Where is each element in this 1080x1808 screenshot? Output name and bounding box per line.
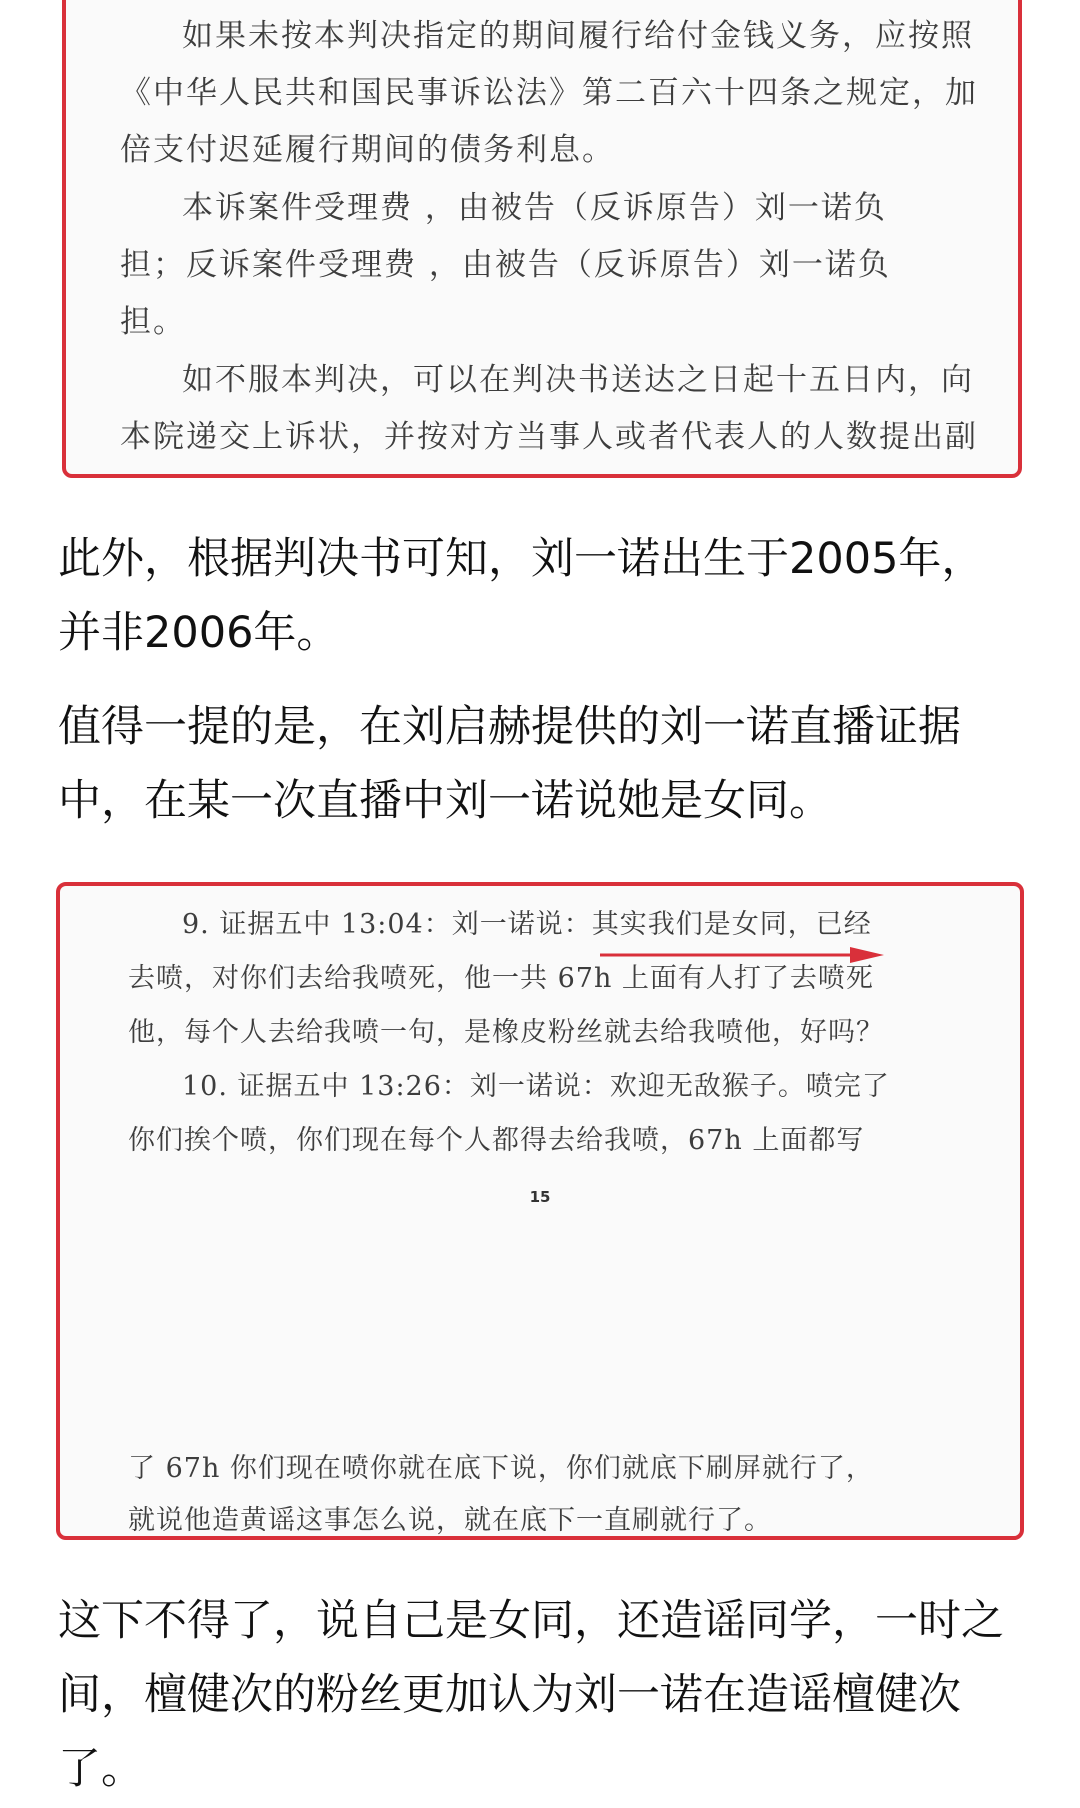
paragraph-birth-year: 此外，根据判决书可知，刘一诺出生于2005年，并非2006年。 <box>58 534 985 658</box>
evidence-excerpt-image <box>56 882 1024 1540</box>
judgment-line: 担。 <box>120 304 186 340</box>
evidence-line-9 <box>182 902 872 941</box>
judgment-line: 本院递交上诉状，并按对方当事人或者代表人的人数提出副 <box>120 419 978 455</box>
judgment-line: 本诉案件受理费 ，由被告（反诉原告）刘一诺负 <box>182 190 887 226</box>
judgment-excerpt-image <box>62 0 1022 478</box>
paragraph-conclusion: 这下不得了，说自己是女同，还造谣同学，一时之间，檀健次的粉丝更加认为刘一诺在造谣檀健次了。 <box>58 1596 1004 1794</box>
evidence-line: 了 67h 你们现在喷你就在底下说，你们就底下刷屏就行了， <box>128 1453 874 1484</box>
evidence-line: 你们挨个喷，你们现在每个人都得去给我喷，67h 上面都写 <box>128 1125 865 1156</box>
judgment-line: 如不服本判决，可以在判决书送达之日起十五日内，向 <box>182 362 974 398</box>
judgment-line: 《中华人民共和国民事诉讼法》第二百六十四条之规定，加 <box>120 75 978 111</box>
evidence-line: 就说他造黄谣这事怎么说，就在底下一直刷就行了。 <box>128 1505 772 1536</box>
judgment-line: 如果未按本判决指定的期间履行给付金钱义务，应按照 <box>182 18 974 54</box>
highlighted-quote: 其实我们是女同，已经 <box>591 909 872 940</box>
evidence-line: 他，每个人去给我喷一句，是橡皮粉丝就去给我喷他，好吗？ <box>128 1017 884 1048</box>
evidence-line: 10. 证据五中 13:26：刘一诺说：欢迎无敌猴子。喷完了 <box>182 1071 890 1102</box>
judgment-line: 倍支付迟延履行期间的债务利息。 <box>120 132 615 168</box>
evidence-line: 去喷，对你们去给我喷死，他一共 67h 上面有人打了去喷死 <box>128 963 874 994</box>
judgment-line: 担；反诉案件受理费 ，由被告（反诉原告）刘一诺负 <box>120 247 891 283</box>
page-number: 15 <box>529 1188 551 1206</box>
evidence-line-prefix: 9. 证据五中 13:04：刘一诺说： <box>182 909 592 940</box>
paragraph-evidence-intro: 值得一提的是，在刘启赫提供的刘一诺直播证据中，在某一次直播中刘一诺说她是女同。 <box>58 702 961 826</box>
